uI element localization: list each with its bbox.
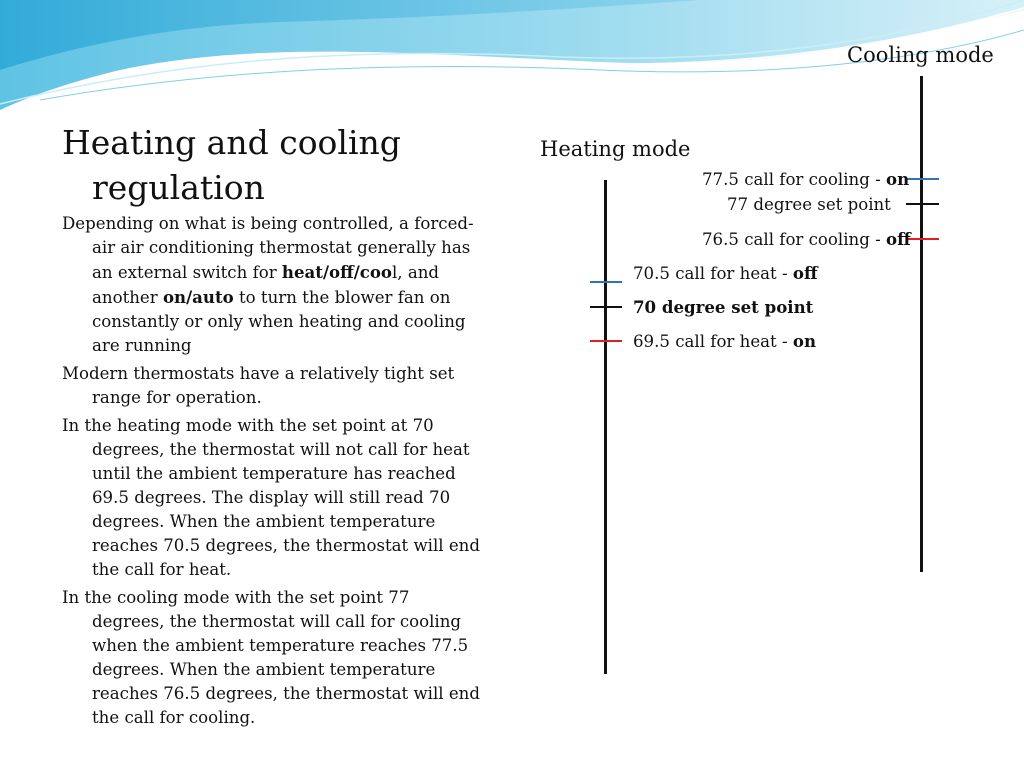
cooling-mode-title: Cooling mode (847, 43, 994, 67)
cooling-off-text: 76.5 call for cooling - (702, 230, 886, 249)
heating-off-tick (590, 281, 622, 283)
cooling-off-state: off (886, 229, 911, 249)
heating-scale-line (604, 180, 607, 674)
cooling-on-label (702, 169, 909, 190)
heating-setpoint-label: 70 degree set point (633, 297, 814, 317)
heating-on-label (633, 331, 816, 352)
paragraph-switches (62, 212, 487, 358)
heating-off-state: off (792, 263, 818, 283)
cooling-on-state: on (886, 169, 910, 189)
heating-on-text: 69.5 call for heat - (633, 332, 793, 351)
heating-off-text: 70.5 call for heat - (633, 264, 793, 283)
cooling-on-tick (906, 178, 939, 180)
cooling-scale-line (920, 76, 923, 572)
paragraph-set-range: Modern thermostats have a relatively tight set range for operation. (62, 364, 455, 407)
heating-mode-title: Heating mode (540, 137, 691, 161)
cooling-off-label (702, 229, 911, 250)
p1-text-d: to turn the blower fan on constantly or only when heating and cooling are running (92, 288, 466, 355)
heating-on-state: on (792, 331, 817, 351)
cooling-setpoint-tick (906, 203, 939, 205)
cooling-setpoint-label: 77 degree set point (727, 195, 891, 214)
heating-setpoint-tick (590, 306, 622, 308)
heating-on-tick (590, 340, 622, 342)
paragraph-heating-mode: In the heating mode with the set point at 70 degrees, the thermostat will not call for heat until the ambient temperature has reached 69.5 degrees. The display will still read 70 degrees. When the ambient temperature reaches 70.5 degrees, the thermostat will end the call for heat. (62, 416, 480, 579)
p1-bold-on-auto: on/auto (162, 287, 234, 307)
p1-text-c: l, and another (92, 263, 440, 307)
p1-bold-heat-off-cool: heat/off/coo (281, 262, 392, 282)
slide-title: Heating and cooling regulation (62, 123, 401, 207)
p1-text-a: Depending on what is being controlled, a forced-air air conditioning thermostat generally has an external switch for (62, 214, 474, 282)
heating-off-label (633, 263, 818, 284)
paragraph-cooling-mode: In the cooling mode with the set point 77 degrees, the thermostat will call for cooling when the ambient temperature reaches 77.5 degrees. When the ambient temperature reaches 76.5 degrees, the thermostat will end the call for cooling. (62, 588, 480, 727)
body-text (62, 212, 487, 734)
cooling-on-text: 77.5 call for cooling - (702, 170, 886, 189)
